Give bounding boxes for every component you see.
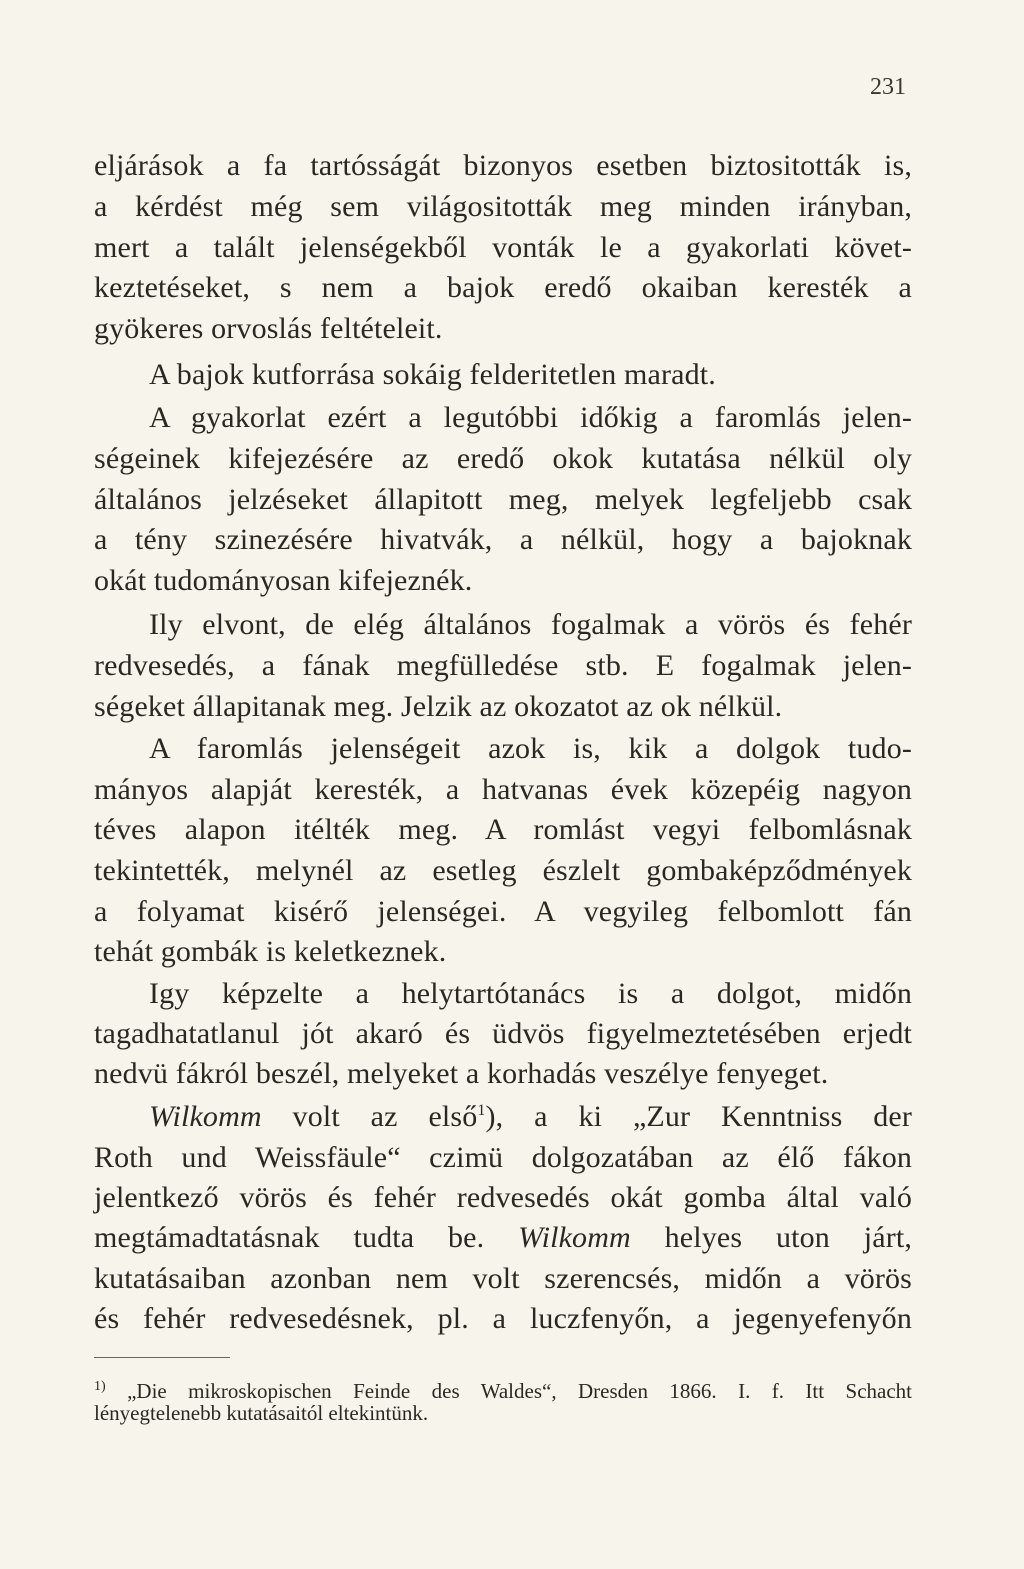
text-line: és fehér redvesedésnek, pl. a luczfenyőn, a jegenyefenyőn bbox=[94, 1302, 912, 1335]
text-line: redvesedés, a fának megfülledése stb. E fogalmak jelen- bbox=[94, 649, 912, 682]
author-name: Wilkomm bbox=[149, 1100, 262, 1133]
text-line: keztetéseket, s nem a bajok eredő okaiban keresték a bbox=[94, 271, 912, 304]
text-line: Wilkomm volt az első$^1$), a ki „Zur Kenntniss der bbox=[149, 1100, 912, 1133]
text-line: téves alapon itélték meg. A romlást vegyi felbomlásnak bbox=[94, 813, 912, 846]
text-line: mert a talált jelenségekből vonták le a gyakorlati követ- bbox=[94, 231, 912, 264]
text-line: A bajok kutforrása sokáig felderitetlen maradt. bbox=[149, 358, 716, 391]
text-line: általános jelzéseket állapitott meg, melyek legfeljebb csak bbox=[94, 483, 912, 516]
text-line: eljárások a fa tartósságát bizonyos esetben biztositották is, bbox=[94, 149, 912, 182]
text-line: ségeket állapitanak meg. Jelzik az okozatot az ok nélkül. bbox=[94, 690, 783, 723]
text-line: mányos alapját keresték, a hatvanas évek közepéig nagyon bbox=[94, 773, 912, 806]
text-line: nedvü fákról beszél, melyeket a korhadás veszélye fenyeget. bbox=[94, 1057, 829, 1090]
footnote-line: $^{1)}$ „Die mikroskopischen Feinde des Waldes“, Dresden 1866. I. f. Itt Schacht bbox=[94, 1379, 912, 1403]
footnote-ref: 1 bbox=[477, 1102, 486, 1119]
text-line: a tény szinezésére hivatvák, a nélkül, hogy a bajoknak bbox=[94, 523, 912, 556]
text-line: A faromlás jelenségeit azok is, kik a dolgok tudo- bbox=[149, 732, 912, 765]
text-line: okát tudományosan kifejeznék. bbox=[94, 564, 473, 597]
footnote-line: lényegtelenebb kutatásaitól eltekintünk. bbox=[94, 1401, 429, 1425]
text-line: jelentkező vörös és fehér redvesedés okát gomba által való bbox=[94, 1181, 912, 1214]
text-line: megtámadtatásnak tudta be. Wilkomm helyes uton járt, bbox=[94, 1221, 913, 1254]
author-name: Wilkomm bbox=[518, 1221, 631, 1254]
text-line: tagadhatatlanul jót akaró és üdvös figyelmeztetésében erjedt bbox=[94, 1017, 912, 1050]
footnote-marker: 1) bbox=[94, 1379, 106, 1394]
text-line: Igy képzelte a helytartótanács is a dolgot, midőn bbox=[149, 977, 912, 1010]
text-line: A gyakorlat ezért a legutóbbi időkig a faromlás jelen- bbox=[149, 401, 912, 434]
text-line: tehát gombák is keletkeznek. bbox=[94, 935, 447, 968]
text-line: a folyamat kisérő jelenségei. A vegyileg felbomlott fán bbox=[94, 895, 912, 928]
text-line: kutatásaiban azonban nem volt szerencsés, midőn a vörös bbox=[94, 1262, 912, 1295]
text-line: tekintették, melynél az esetleg észlelt gombaképződmények bbox=[94, 854, 912, 887]
text-line: a kérdést még sem világositották meg minden irányban, bbox=[94, 190, 912, 223]
footnote-separator bbox=[94, 1357, 230, 1358]
page-number: 231 bbox=[870, 74, 906, 100]
text-line: gyökeres orvoslás feltételeit. bbox=[94, 312, 443, 345]
text-line: ségeinek kifejezésére az eredő okok kutatása nélkül oly bbox=[94, 442, 912, 475]
text-line: Ily elvont, de elég általános fogalmak a vörös és fehér bbox=[149, 608, 912, 641]
text-line: Roth und Weissfäule“ czimü dolgozatában az élő fákon bbox=[94, 1141, 912, 1174]
